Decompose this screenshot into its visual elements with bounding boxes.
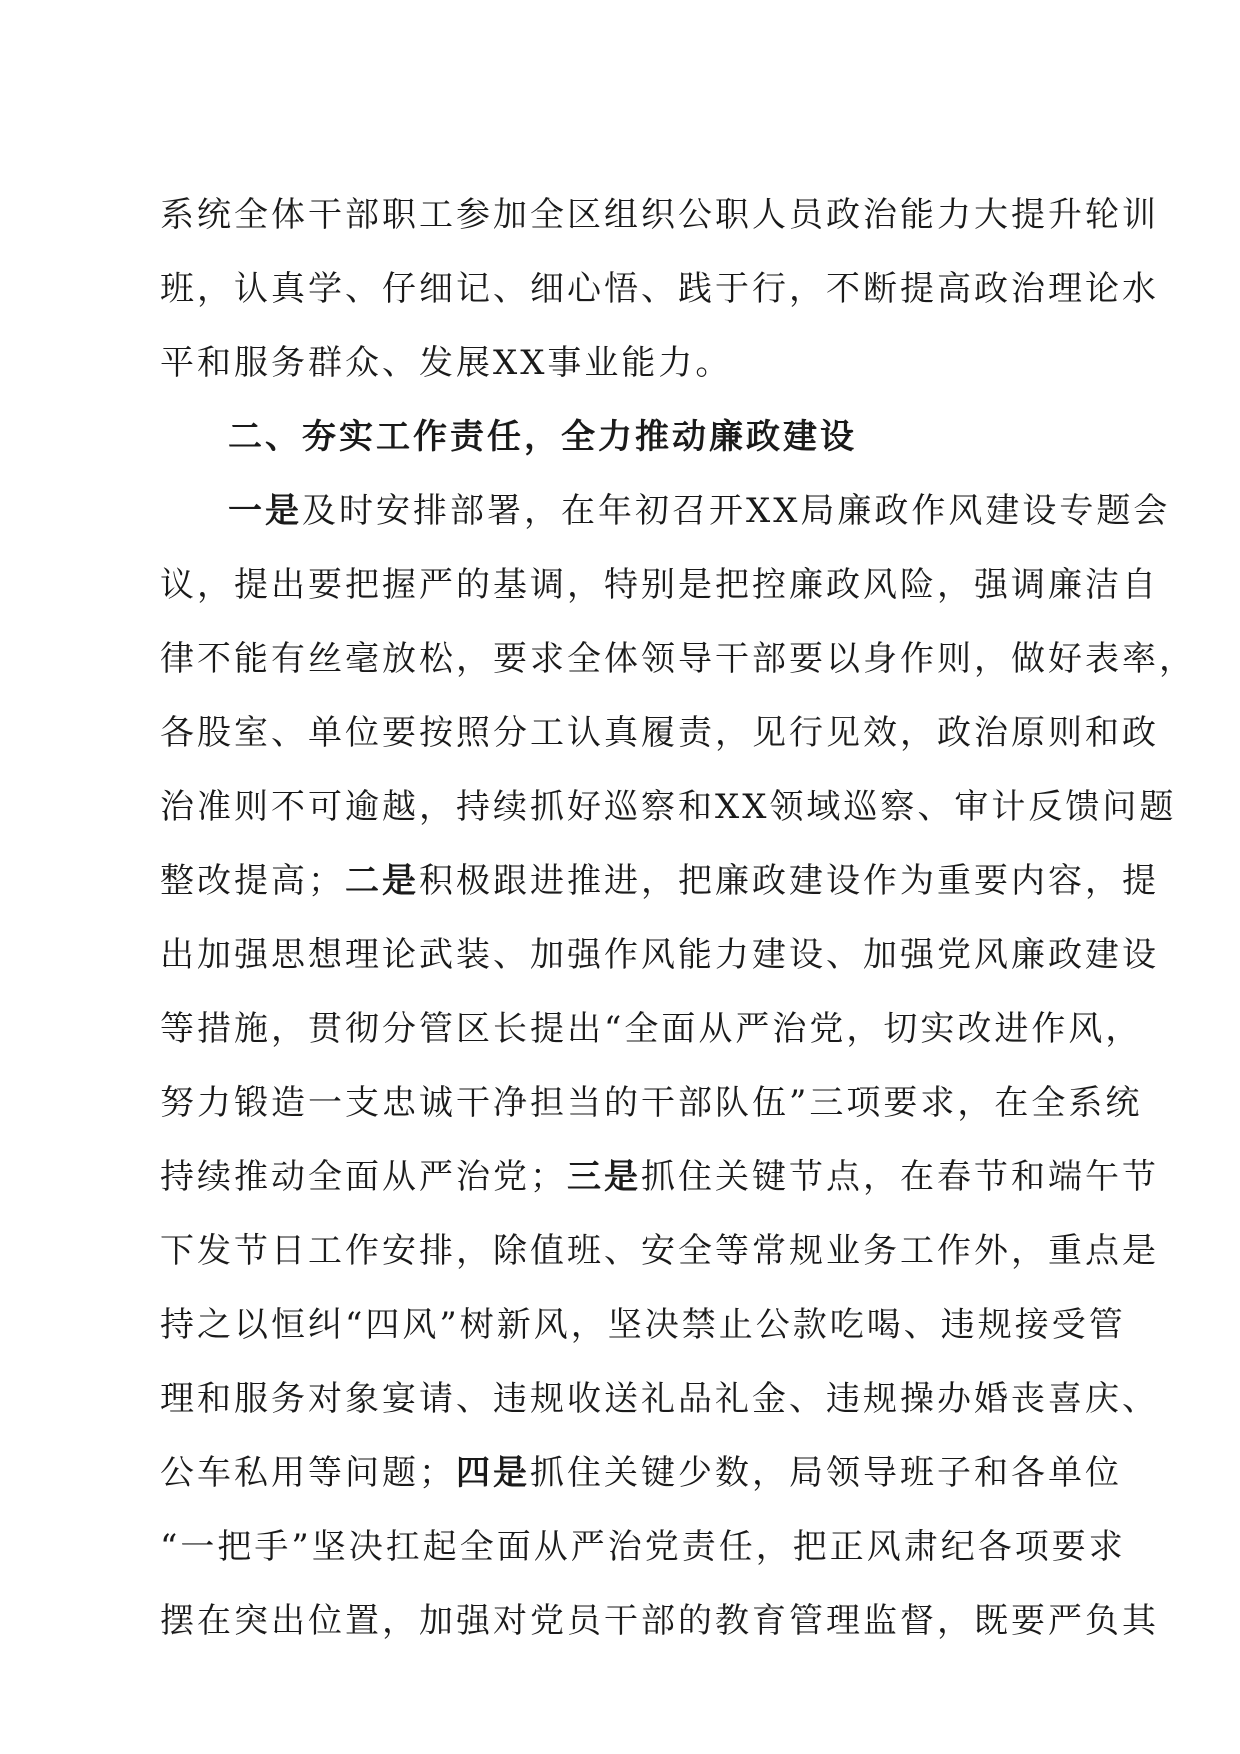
keyword-third: 三是 bbox=[567, 1157, 641, 1197]
document-body bbox=[160, 178, 1196, 1658]
text-segment: 公车私用等问题； bbox=[160, 1453, 456, 1493]
text-line: 律不能有丝毫放松，要求全体领导干部要以身作则，做好表率， bbox=[160, 639, 1196, 679]
text-segment: 持续推动全面从严治党； bbox=[160, 1157, 567, 1197]
text-line bbox=[160, 474, 1171, 548]
text-line bbox=[160, 1436, 1122, 1510]
text-segment: 抓住关键少数，局领导班子和各单位 bbox=[530, 1453, 1122, 1493]
text-line: 理和服务对象宴请、违规收送礼品礼金、违规操办婚丧喜庆、 bbox=[160, 1379, 1159, 1419]
text-segment: 及时安排部署，在年初召开XX局廉政作风建设专题会 bbox=[302, 491, 1171, 531]
text-line: 平和服务群众、发展XX事业能力。 bbox=[160, 343, 733, 383]
keyword-second: 二是 bbox=[345, 861, 419, 901]
text-segment: 抓住关键节点，在春节和端午节 bbox=[641, 1157, 1159, 1197]
text-line: 等措施，贯彻分管区长提出“全面从严治党，切实改进作风， bbox=[160, 1009, 1143, 1049]
keyword-first: 一是 bbox=[228, 491, 302, 531]
text-segment: 整改提高； bbox=[160, 861, 345, 901]
text-line bbox=[160, 844, 1159, 918]
text-line: 下发节日工作安排，除值班、安全等常规业务工作外，重点是 bbox=[160, 1231, 1159, 1271]
keyword-fourth: 四是 bbox=[456, 1453, 530, 1493]
text-line: “一把手”坚决扛起全面从严治党责任，把正风肃纪各项要求 bbox=[160, 1527, 1126, 1567]
text-line: 治准则不可逾越，持续抓好巡察和XX领域巡察、审计反馈问题 bbox=[160, 787, 1177, 827]
text-segment: 积极跟进推进，把廉政建设作为重要内容，提 bbox=[419, 861, 1159, 901]
text-line: 系统全体干部职工参加全区组织公职人员政治能力大提升轮训 bbox=[160, 195, 1159, 235]
text-line bbox=[160, 1140, 1159, 1214]
text-line: 摆在突出位置，加强对党员干部的教育管理监督，既要严负其 bbox=[160, 1601, 1159, 1641]
text-line: 班，认真学、仔细记、细心悟、践于行，不断提高政治理论水 bbox=[160, 269, 1159, 309]
text-line: 议，提出要把握严的基调，特别是把控廉政风险，强调廉洁自 bbox=[160, 565, 1159, 605]
text-line: 持之以恒纠“四风”树新风，坚决禁止公款吃喝、违规接受管 bbox=[160, 1305, 1126, 1345]
section-heading: 二、夯实工作责任，全力推动廉政建设 bbox=[228, 417, 857, 457]
text-line: 努力锻造一支忠诚干净担当的干部队伍”三项要求，在全系统 bbox=[160, 1083, 1143, 1123]
text-line: 出加强思想理论武装、加强作风能力建设、加强党风廉政建设 bbox=[160, 935, 1159, 975]
text-line: 各股室、单位要按照分工认真履责，见行见效，政治原则和政 bbox=[160, 713, 1159, 753]
